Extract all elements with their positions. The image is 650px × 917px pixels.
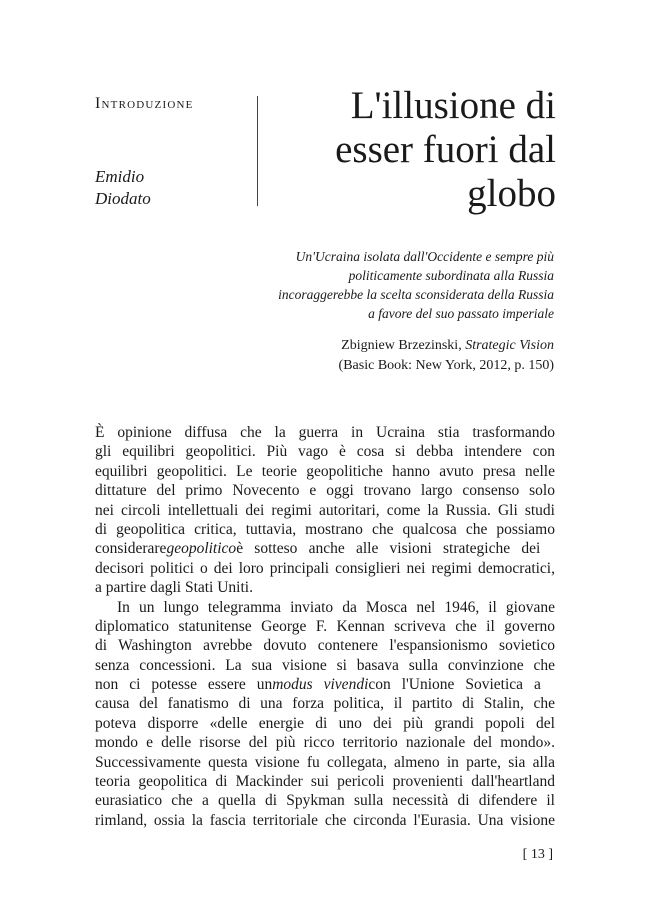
text-line: mondo e delle risorse del più ricco territorio nazionale del mondo». [95, 734, 555, 752]
epigraph-citation [194, 336, 554, 376]
text-line: teoria geopolitica di Mackinder sui pericoli provenienti dall'heartland [95, 773, 555, 791]
italic-term: geopolitico [166, 540, 237, 558]
title-line: globo [467, 172, 556, 215]
text-line: In un lungo telegramma inviato da Mosca nel 1946, il giovane [117, 598, 555, 616]
text-line: diplomatico statunitense George F. Kennan scriveva che il governo [95, 617, 555, 635]
epigraph-line: incoraggerebbe la scelta sconsiderata della Russia [278, 287, 554, 302]
text-line: Successivamente questa visione fu collegata, almeno in parte, sia alla [95, 753, 555, 771]
author-last-name: Diodato [95, 189, 151, 208]
section-label: Introduzione [95, 95, 194, 112]
author-name [95, 166, 151, 210]
citation-publication: (Basic Book: New York, 2012, p. 150) [338, 358, 554, 373]
text-line: gli equilibri geopolitici. Più vago è cosa si debba intendere con [95, 443, 555, 461]
text-line: causa del fanatismo di una forza politica, il partito di Stalin, che [95, 695, 555, 713]
text-line: poteva disporre «delle energie di uno dei più grandi popoli del [95, 714, 555, 732]
text-line: rimland, ossia la fascia territoriale che circonda l'Eurasia. Una visione [95, 811, 555, 829]
epigraph-line: Un'Ucraina isolata dall'Occidente e sempre più [295, 249, 554, 264]
epigraph-line: politicamente subordinata alla Russia [348, 268, 554, 283]
author-first-name: Emidio [95, 167, 145, 186]
text-line: di geopolitica critica, tuttavia, mostrano che qualcosa che possiamo [95, 520, 555, 538]
text-line: a partire dagli Stati Uniti. [95, 579, 253, 597]
page-number: [ 13 ] [522, 847, 553, 862]
text-line: È opinione diffusa che la guerra in Ucraina stia trasformando [95, 424, 555, 441]
text-line: eurasiatico che a quella di Spykman sulla necessità di difendere il [95, 792, 555, 810]
citation-line [194, 336, 554, 356]
title-line: esser fuori dal [335, 128, 556, 171]
italic-term: modus vivendi [272, 676, 369, 694]
citation-work: Strategic Vision [465, 338, 554, 353]
text-line: non ci potesse essere unmodus vivendicon l'Unione Sovietica a [95, 676, 541, 694]
text-line: nei circoli intellettuali dei regimi autoritari, come la Russia. Gli studi [95, 501, 555, 519]
text-line: di Washington avrebbe dovuto contenere l'espansionismo sovietico [95, 637, 555, 655]
text-line: dittature del primo Novecento e oggi trovano largo consenso solo [95, 482, 555, 500]
text-line: decisori politici o dei loro principali consiglieri nei regimi democratici, [95, 559, 555, 577]
title-line: L'illusione di [350, 84, 556, 127]
epigraph-quote [194, 247, 554, 323]
text-line: equilibri geopolitici. Le teorie geopolitiche hanno avuto presa nelle [95, 462, 555, 480]
citation-author: Zbigniew Brzezinski, [341, 338, 466, 353]
text-line: senza concessioni. La sua visione si basava sulla convinzione che [95, 656, 555, 674]
text-line: consideraregeopoliticoè sotteso anche alle visioni strategiche dei [95, 540, 541, 558]
chapter-title [226, 84, 556, 216]
epigraph-line: a favore del suo passato imperiale [368, 306, 554, 321]
body-text [95, 423, 555, 830]
